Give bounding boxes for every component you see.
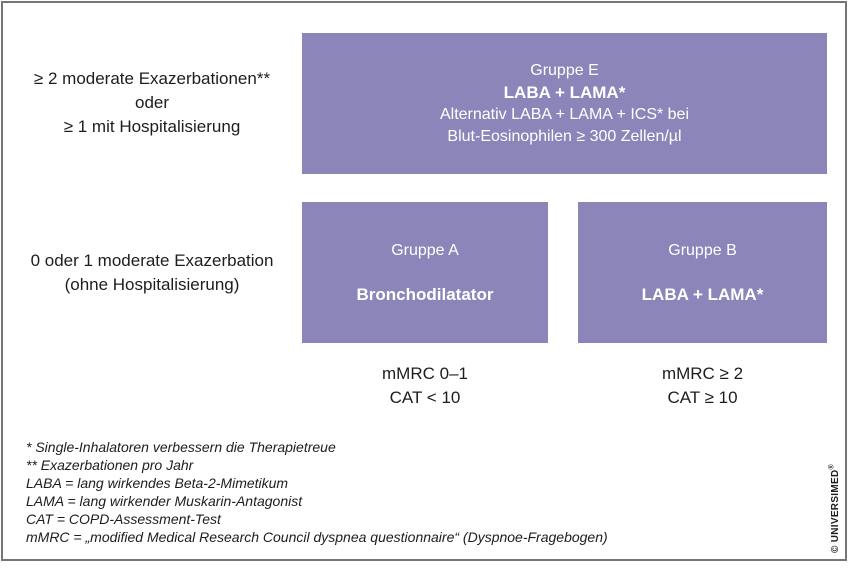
group-b-criteria xyxy=(578,362,827,410)
footnote-cat: CAT = COPD-Assessment-Test xyxy=(26,511,221,527)
group-e-box xyxy=(302,33,827,174)
group-b-title: Gruppe B xyxy=(668,241,737,259)
group-a-therapy: Bronchodilatator xyxy=(356,284,494,304)
footnote-lama: LAMA = lang wirkender Muskarin-Antagonist xyxy=(26,493,303,509)
group-a-criteria xyxy=(302,362,548,410)
exacerbation-high-label xyxy=(18,67,286,139)
exacerbation-low-line-2: (ohne Hospitalisierung) xyxy=(64,275,240,294)
group-e-therapy: LABA + LAMA* xyxy=(503,82,626,102)
group-b-therapy: LABA + LAMA* xyxy=(641,284,764,304)
group-b-mmrc: mMRC ≥ 2 xyxy=(661,364,744,383)
footnote-laba: LABA = lang wirkendes Beta-2-Mimetikum xyxy=(26,475,289,491)
group-b-box xyxy=(578,202,827,343)
footnote-exacerbations-per-year: ** Exazerbationen pro Jahr xyxy=(26,457,194,473)
exacerbation-high-line-3: ≥ 1 mit Hospitalisierung xyxy=(63,117,241,136)
exacerbation-low-label xyxy=(18,249,286,297)
footnote-single-inhaler: * Single-Inhalatoren verbessern die Therapietreue xyxy=(26,439,336,455)
group-e-title: Gruppe E xyxy=(530,61,599,79)
exacerbation-low-line-1: 0 oder 1 moderate Exazerbation xyxy=(30,251,274,270)
publisher-credit-text: © UNIVERSIMED xyxy=(830,469,841,553)
exacerbation-high-line-2: oder xyxy=(134,93,170,112)
footnote-mmrc: mMRC = „modified Medical Research Council dyspnea questionnaire“ (Dyspnoe-Fragebogen) xyxy=(26,529,608,545)
group-a-mmrc: mMRC 0–1 xyxy=(382,364,468,383)
registered-trademark-symbol: ® xyxy=(828,464,836,470)
group-e-alternative-line-2: Blut-Eosinophilen ≥ 300 Zellen/µl xyxy=(447,127,682,145)
group-a-title: Gruppe A xyxy=(391,241,459,259)
group-a-cat: CAT < 10 xyxy=(389,388,461,407)
group-b-cat: CAT ≥ 10 xyxy=(667,388,738,407)
group-e-alternative-line-1: Alternativ LABA + LAMA + ICS* bei xyxy=(439,105,690,123)
group-a-box xyxy=(302,202,548,343)
footnotes xyxy=(26,438,608,546)
exacerbation-high-line-1: ≥ 2 moderate Exazerbationen** xyxy=(33,69,271,88)
publisher-credit xyxy=(830,441,844,553)
